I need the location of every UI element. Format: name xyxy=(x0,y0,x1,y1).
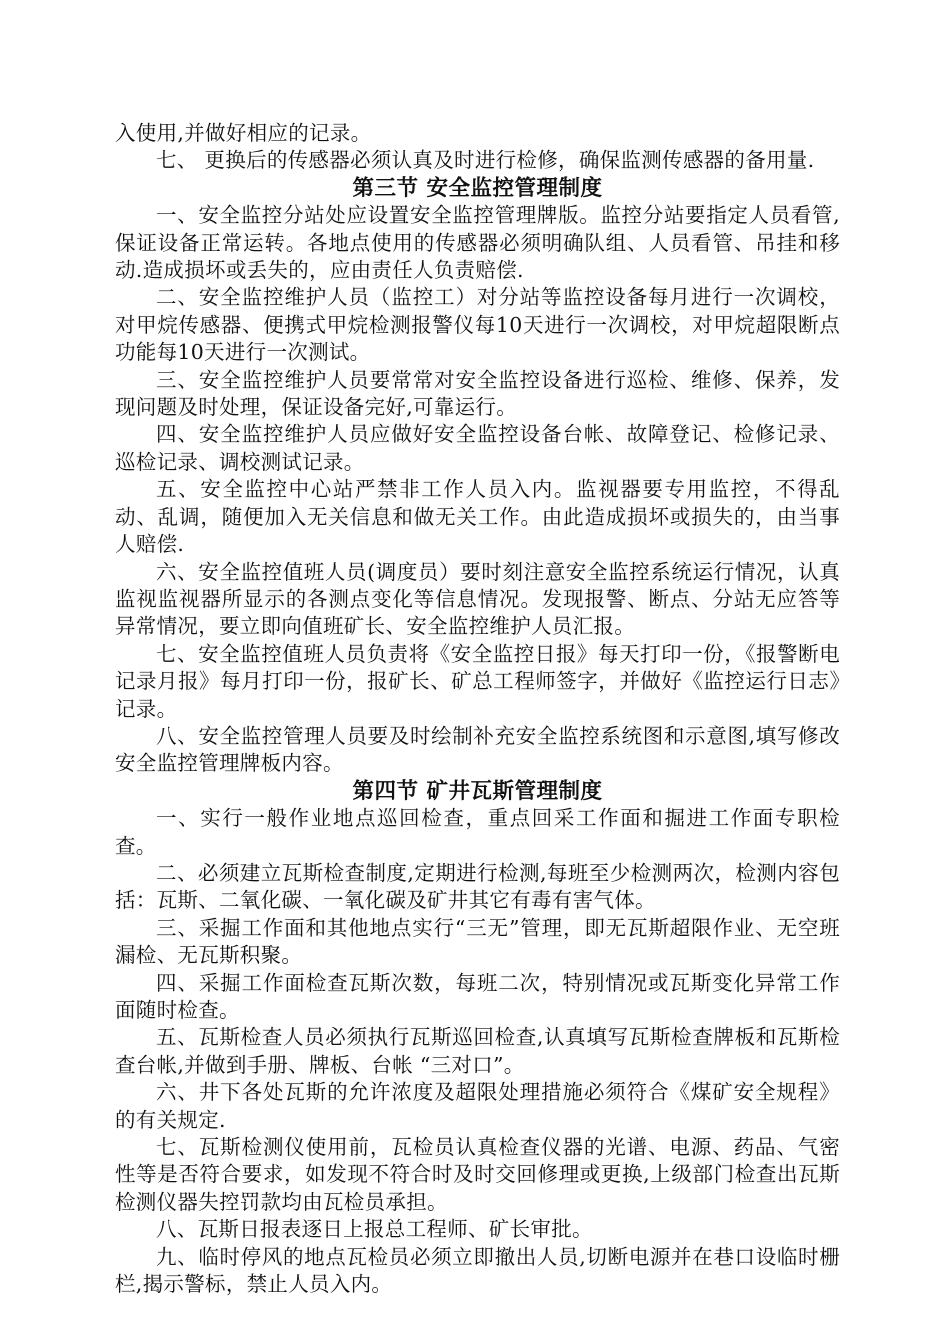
section-3-item-8: 八、安全监控管理人员要及时绘制补充安全监控系统图和示意图,填写修改安全监控管理牌板内容。 xyxy=(115,723,840,776)
section-3-item-2: 二、安全监控维护人员（监控工）对分站等监控设备每月进行一次调校，对甲烷传感器、便携式甲烷检测报警仪每10天进行一次调校，对甲烷超限断点功能每10天进行一次测试。 xyxy=(115,285,840,365)
continuation-line: 入使用,并做好相应的记录。 xyxy=(115,121,372,145)
section-4-item-2: 二、必须建立瓦斯检查制度,定期进行检测,每班至少检测两次，检测内容包括：瓦斯、二氧化碳、一氧化碳及矿井其它有毒有害气体。 xyxy=(115,860,840,913)
section-4-item-7: 七、瓦斯检测仪使用前，瓦检员认真检查仪器的光谱、电源、药品、气密性等是否符合要求，如发现不符合时及时交回修理或更换,上级部门检查出瓦斯检测仪器失控罚款均由瓦检员承担。 xyxy=(115,1135,840,1214)
section-3-item-5: 五、安全监控中心站严禁非工作人员入内。监视器要专用监控，不得乱动、乱调，随便加入无关信息和做无关工作。由此造成损坏或损失的，由当事人赔偿. xyxy=(115,477,840,557)
section-3-item-3: 三、安全监控维护人员要常常对安全监控设备进行巡检、维修、保养，发现问题及时处理，保证设备完好,可靠运行。 xyxy=(115,367,840,420)
section-3-item-1: 一、安全监控分站处应设置安全监控管理牌版。监控分站要指定人员看管,保证设备正常运转。各地点使用的传感器必须明确队组、人员看管、吊挂和移动.造成损坏或丢失的，应由责任人负责赔偿. xyxy=(115,203,840,283)
section-4-item-1: 一、实行一般作业地点巡回检查，重点回采工作面和掘进工作面专职检查。 xyxy=(115,806,840,858)
continuation-item-7: 七、 更换后的传感器必须认真及时进行检修，确保监测传感器的备用量. xyxy=(156,148,815,173)
section-4-item-6: 六、井下各处瓦斯的允许浓度及超限处理措施必须符合《煤矿安全规程》的有关规定. xyxy=(115,1080,840,1132)
section-4-item-8: 八、瓦斯日报表逐日上报总工程师、矿长审批。 xyxy=(156,1217,593,1242)
section-4-item-3: 三、采掘工作面和其他地点实行“三无”管理，即无瓦斯超限作业、无空班漏检、无瓦斯积聚。 xyxy=(115,915,840,968)
section-4-item-9: 九、临时停风的地点瓦检员必须立即撤出人员,切断电源并在巷口设临时栅栏,揭示警标，禁止人员入内。 xyxy=(115,1244,840,1297)
section-4-title: 第四节 矿井瓦斯管理制度 xyxy=(352,778,603,804)
section-3-item-4: 四、安全监控维护人员应做好安全监控设备台帐、故障登记、检修记录、巡检记录、调校测试记录。 xyxy=(115,422,840,474)
section-4-item-5: 五、瓦斯检查人员必须执行瓦斯巡回检查,认真填写瓦斯检查牌板和瓦斯检查台帐,并做到手册、牌板、台帐 “三对口”。 xyxy=(115,1025,840,1077)
section-3-item-7: 七、安全监控值班人员负责将《安全监控日报》每天打印一份，《报警断电记录月报》每月打印一份，报矿长、矿总工程师签字，并做好《监控运行日志》记录。 xyxy=(115,641,840,721)
section-4-item-4: 四、采掘工作面检查瓦斯次数，每班二次，特别情况或瓦斯变化异常工作面随时检查。 xyxy=(115,970,840,1022)
section-3-item-6: 六、安全监控值班人员(调度员）要时刻注意安全监控系统运行情况，认真监视监视器所显示的各测点变化等信息情况。发现报警、断点、分站无应答等异常情况，要立即向值班矿长、安全监控维护人员汇报。 xyxy=(115,559,840,639)
section-3-title: 第三节 安全监控管理制度 xyxy=(352,175,603,201)
